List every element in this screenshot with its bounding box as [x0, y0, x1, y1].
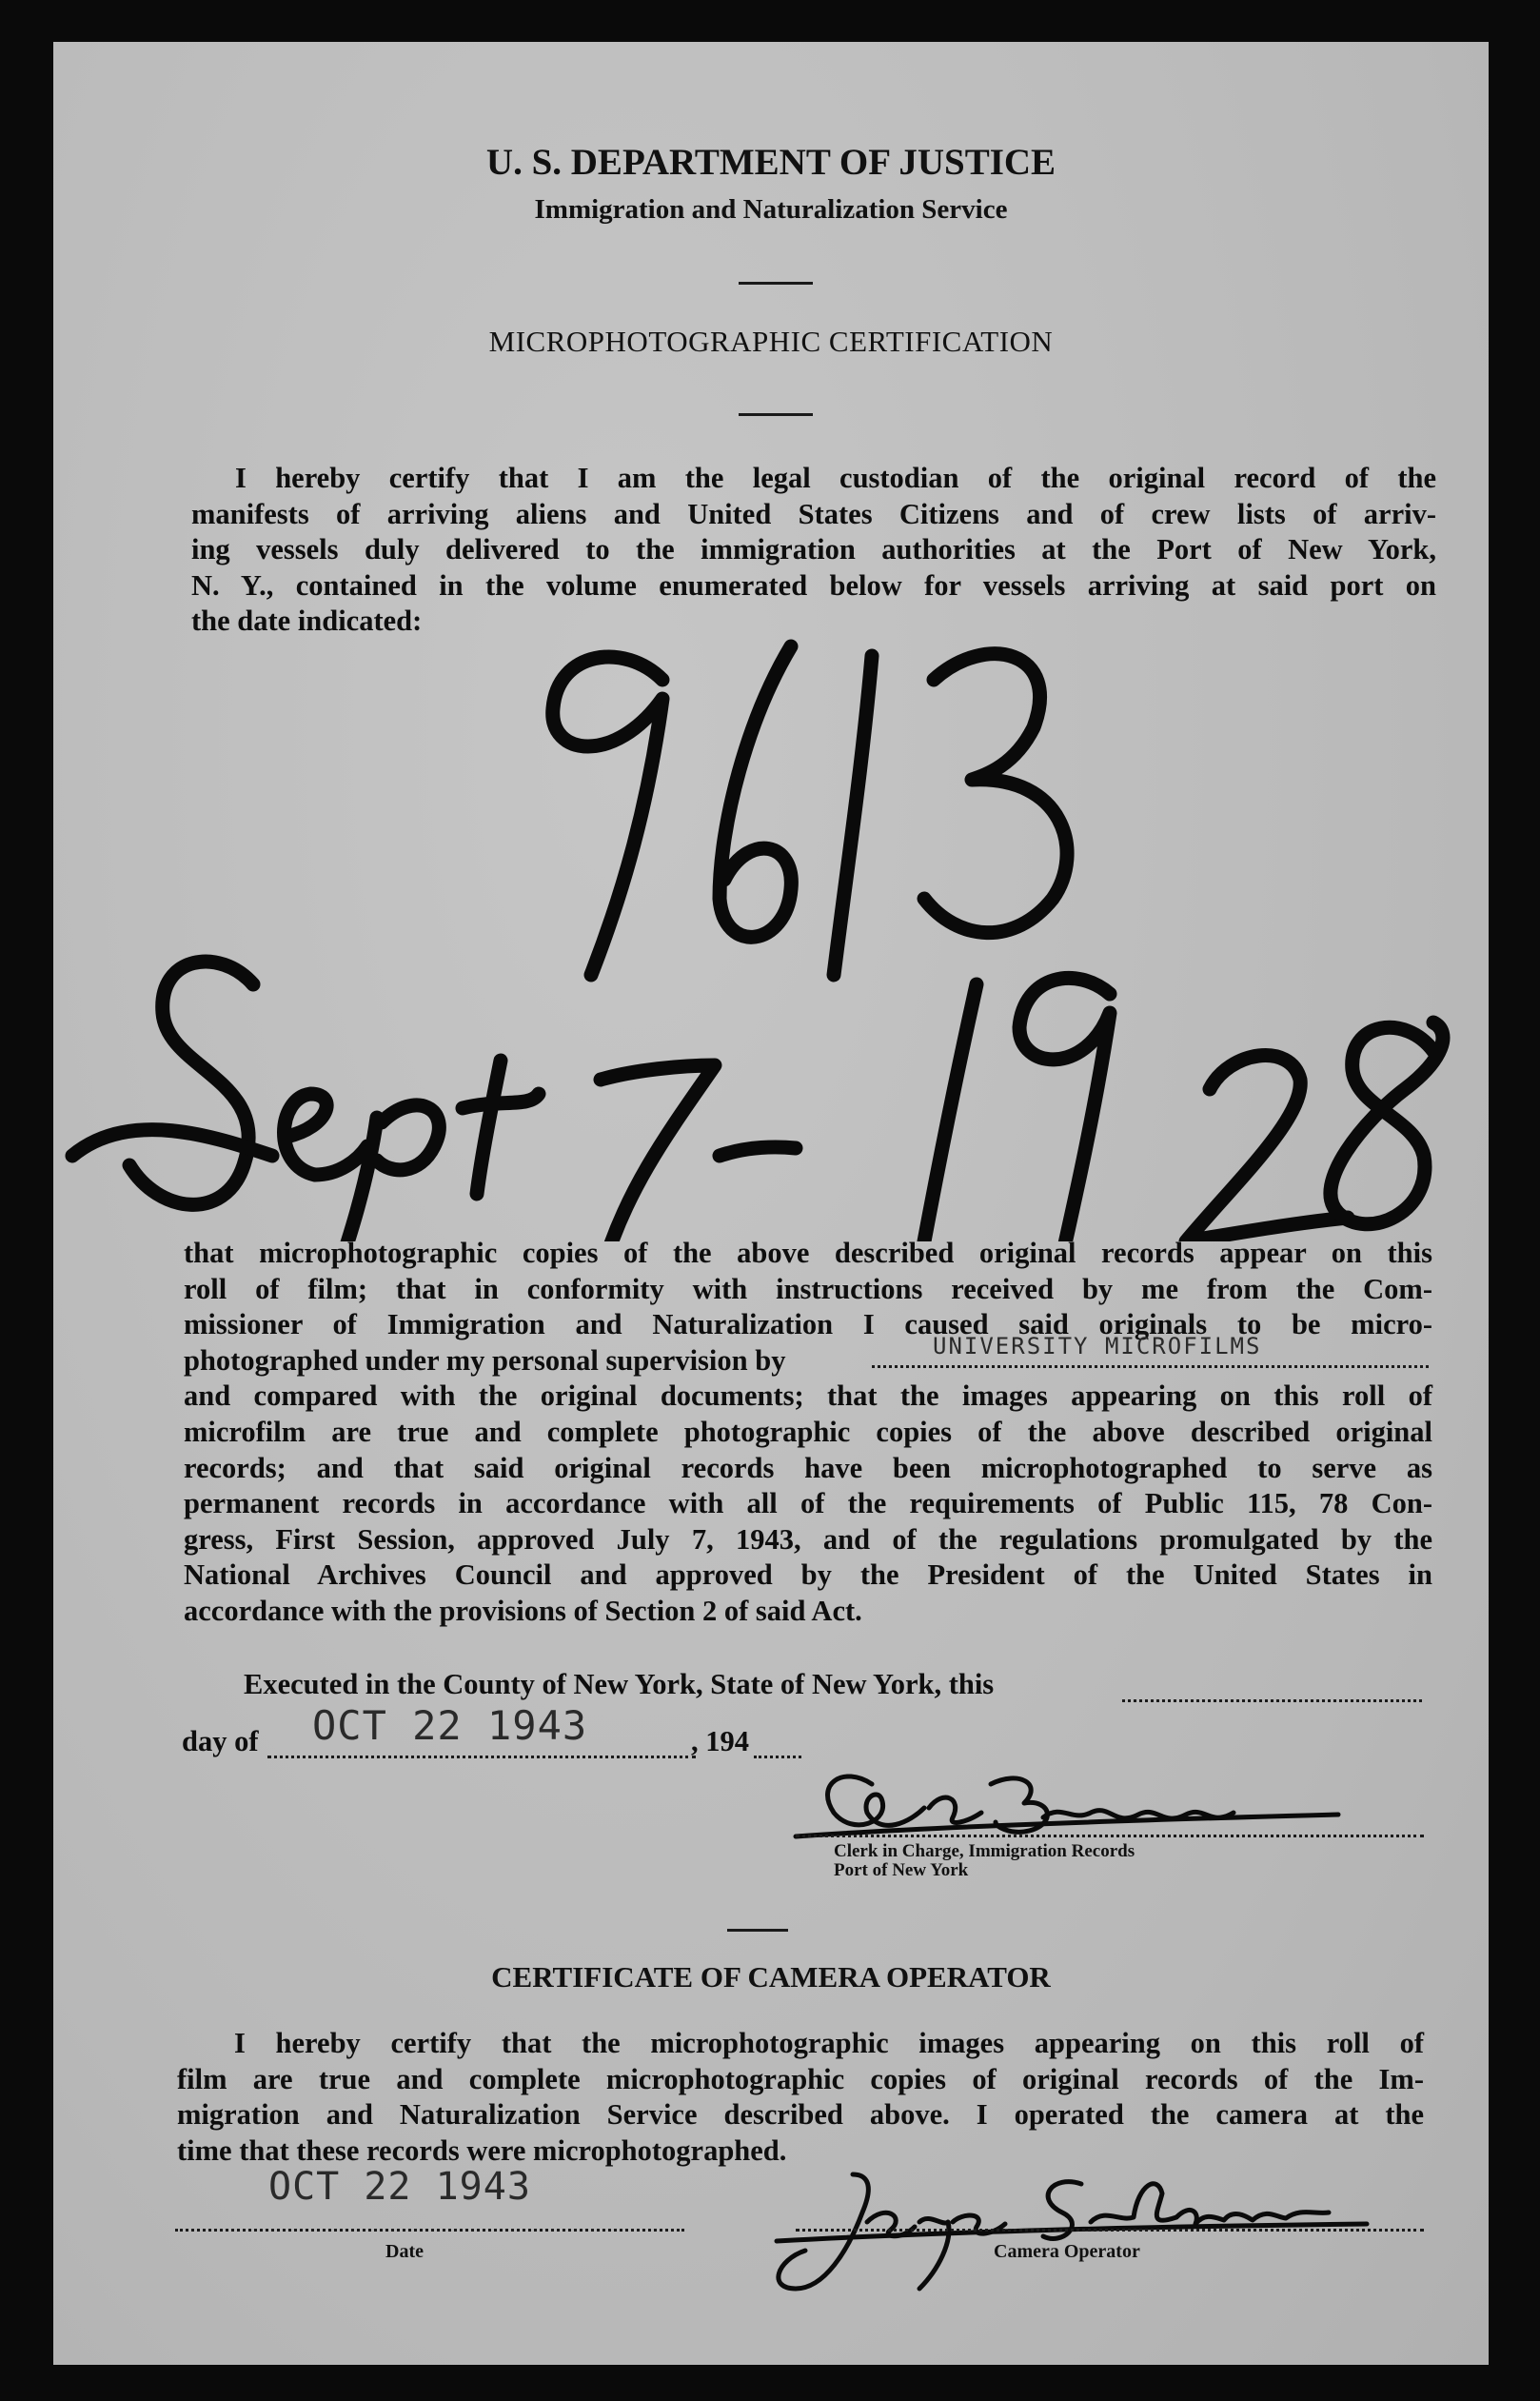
day-of-label: day of [182, 1725, 259, 1757]
clerk-port: Port of New York [834, 1860, 969, 1880]
intro-line: I hereby certify that I am the legal custodian of the original record of the [235, 462, 1436, 494]
body-line: and compared with the original documents; that the images appearing on this roll of [184, 1379, 1432, 1413]
firm-dotted-line [872, 1365, 1429, 1368]
executed-dotted-line [1122, 1699, 1422, 1702]
year-prefix: , 194 [691, 1725, 749, 1757]
clerk-dotted-line [796, 1835, 1424, 1837]
body-paragraph [184, 1236, 1432, 1630]
certificate-page [53, 42, 1489, 2365]
intro-line: the date indicated: [191, 605, 423, 638]
operator-dotted-line [796, 2229, 1424, 2232]
camera-cert-line: migration and Naturalization Service described above. I operated the camera at the [177, 2098, 1424, 2132]
camera-cert-line: I hereby certify that the microphotographic images appearing on this roll of [234, 2027, 1424, 2059]
service-subheading: Immigration and Naturalization Service [534, 194, 1008, 225]
intro-line: N. Y., contained in the volume enumerated below for vessels arriving at said port on [191, 568, 1436, 602]
executed-text: Executed in the County of New York, State of New York, this [244, 1668, 995, 1700]
body-line: missioner of Immigration and Naturalization I caused said originals to be micro- [184, 1308, 1432, 1341]
camera-cert-paragraph [177, 2026, 1424, 2169]
divider-rule [727, 1929, 788, 1932]
department-heading: U. S. DEPARTMENT OF JUSTICE [485, 142, 1056, 183]
camera-cert-line: film are true and complete microphotographic copies of original records of the Im- [177, 2062, 1424, 2095]
date-dotted-line [175, 2229, 684, 2232]
body-line: National Archives Council and approved by the President of the United States in [184, 1558, 1432, 1592]
intro-line: manifests of arriving aliens and United States Citizens and of crew lists of arriv- [191, 497, 1436, 530]
camera-cert-line: time that these records were microphotographed. [177, 2133, 787, 2167]
clerk-title: Clerk in Charge, Immigration Records [834, 1841, 1135, 1861]
certification-title: MICROPHOTOGRAPHIC CERTIFICATION [488, 325, 1054, 358]
intro-line: ing vessels duly delivered to the immigration authorities at the Port of New York, [191, 533, 1436, 566]
camera-cert-title: CERTIFICATE OF CAMERA OPERATOR [491, 1960, 1051, 1994]
firm-stamp: UNIVERSITY MICROFILMS [933, 1333, 1262, 1359]
operator-date-stamp: OCT 22 1943 [268, 2165, 531, 2209]
body-line: records; and that said original records have been microphotographed to serve as [184, 1451, 1432, 1484]
supervision-text: photographed under my personal supervision by [184, 1343, 786, 1377]
divider-rule [739, 282, 813, 285]
date-label: Date [385, 2241, 424, 2262]
operator-signature [758, 2155, 1386, 2298]
handwritten-entry [53, 575, 1489, 1241]
day-dotted-line [267, 1756, 696, 1758]
divider-rule [739, 413, 813, 416]
body-line: gress, First Session, approved July 7, 1943, and of the regulations promulgated by the [184, 1522, 1432, 1556]
body-line: microfilm are true and complete photographic copies of the above described original [184, 1415, 1432, 1448]
operator-label: Camera Operator [994, 2241, 1140, 2262]
body-line: that microphotographic copies of the above described original records appear on this [184, 1237, 1432, 1269]
execution-date-stamp: OCT 22 1943 [312, 1702, 588, 1749]
body-line: permanent records in accordance with all of the requirements of Public 115, 78 Con- [184, 1487, 1432, 1520]
body-line: roll of film; that in conformity with instructions received by me from the Com- [184, 1272, 1432, 1305]
body-line: accordance with the provisions of Section 2 of said Act. [184, 1594, 862, 1627]
